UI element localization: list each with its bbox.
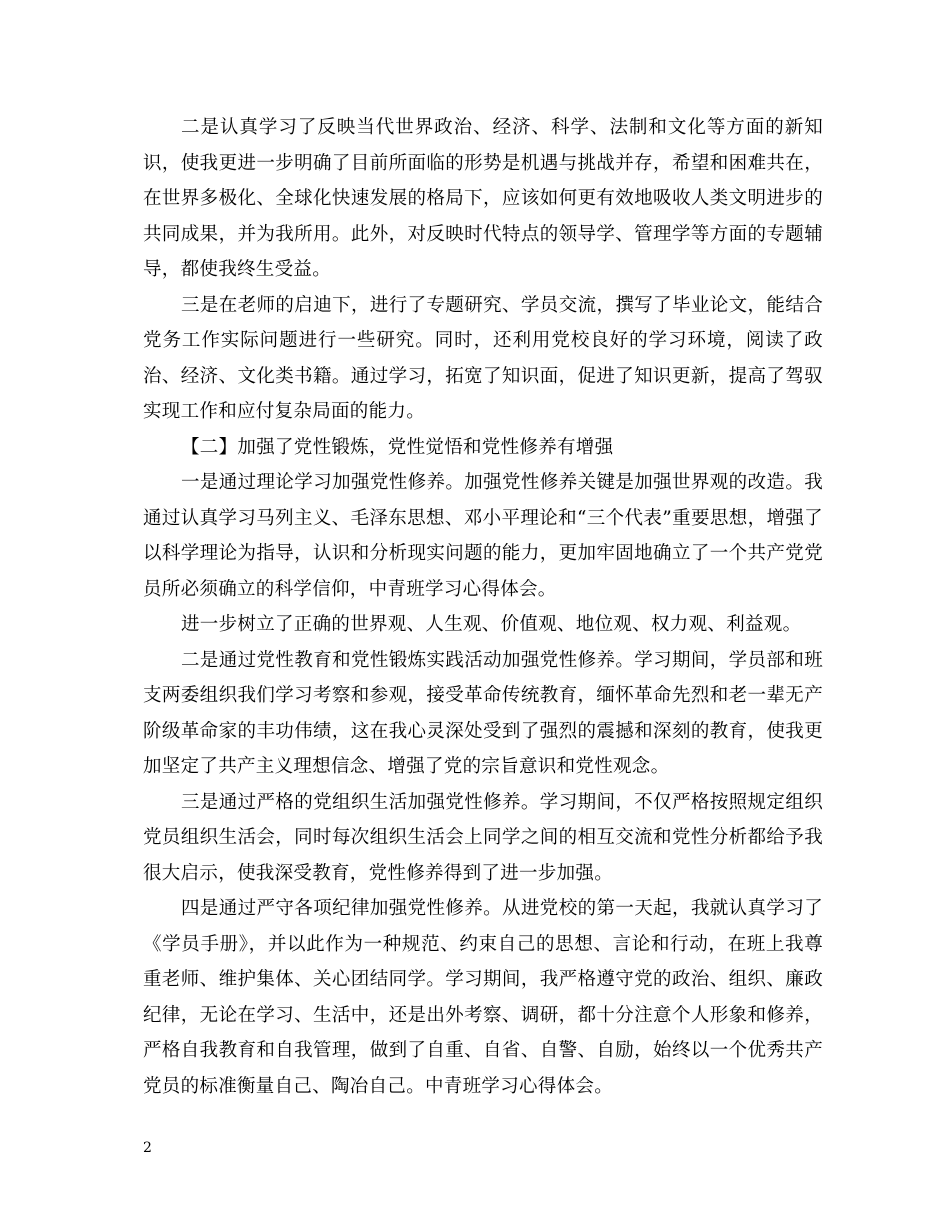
section-heading-party-spirit: 【二】加强了党性锻炼，党性觉悟和党性修养有增强 [181, 436, 614, 458]
paragraph-organization-life: 三是通过严格的党组织生活加强党性修养。学习期间，不仅严格按照规定组织党员组织生活会，同时每次组织生活会上同学之间的相互交流和党性分析都给予我很大启示，使我深受教育，党性修养得到了进一步加强。 [143, 791, 823, 884]
paragraph-practice: 二是通过党性教育和党性锻炼实践活动加强党性修养。学习期间，学员部和班支两委组织我们学习考察和参观，接受革命传统教育，缅怀革命先烈和老一辈无产阶级革命家的丰功伟绩，这在我心灵深处受到了强烈的震撼和深刻的教育，使我更加坚定了共产主义理想信念、增强了党的宗旨意识和党性观念。 [143, 649, 823, 777]
document-body [143, 110, 823, 1104]
paragraph-research: 三是在老师的启迪下，进行了专题研究、学员交流，撰写了毕业论文，能结合党务工作实际问题进行一些研究。同时，还利用党校良好的学习环境，阅读了政治、经济、文化类书籍。通过学习，拓宽了知识面，促进了知识更新，提高了驾驭实现工作和应付复杂局面的能力。 [143, 294, 823, 422]
paragraph-discipline: 四是通过严守各项纪律加强党性修养。从进党校的第一天起，我就认真学习了《学员手册》，并以此作为一种规范、约束自己的思想、言论和行动，在班上我尊重老师、维护集体、关心团结同学。学习期间，我严格遵守党的政治、组织、廉政纪律，无论在学习、生活中，还是出外考察、调研，都十分注意个人形象和修养，严格自我教育和自我管理，做到了自重、自省、自警、自励，始终以一个优秀共产党员的标准衡量自己、陶冶自己。中青班学习心得体会。 [143, 898, 823, 1097]
paragraph-theory-study: 一是通过理论学习加强党性修养。加强党性修养关键是加强世界观的改造。我通过认真学习马列主义、毛泽东思想、邓小平理论和“三个代表”重要思想，增强了以科学理论为指导，认识和分析现实问题的能力，更加牢固地确立了一个共产党党员所必须确立的科学信仰，中青班学习心得体会。 [143, 472, 823, 600]
page-number: 2 [143, 1140, 152, 1156]
paragraph-study-knowledge: 二是认真学习了反映当代世界政治、经济、科学、法制和文化等方面的新知识，使我更进一步明确了目前所面临的形势是机遇与挑战并存，希望和困难共在，在世界多极化、全球化快速发展的格局下，应该如何更有效地吸收人类文明进步的共同成果，并为我所用。此外，对反映时代特点的领导学、管理学等方面的专题辅导，都使我终生受益。 [143, 117, 823, 280]
paragraph-worldview: 进一步树立了正确的世界观、人生观、价值观、地位观、权力观、利益观。 [181, 614, 802, 635]
